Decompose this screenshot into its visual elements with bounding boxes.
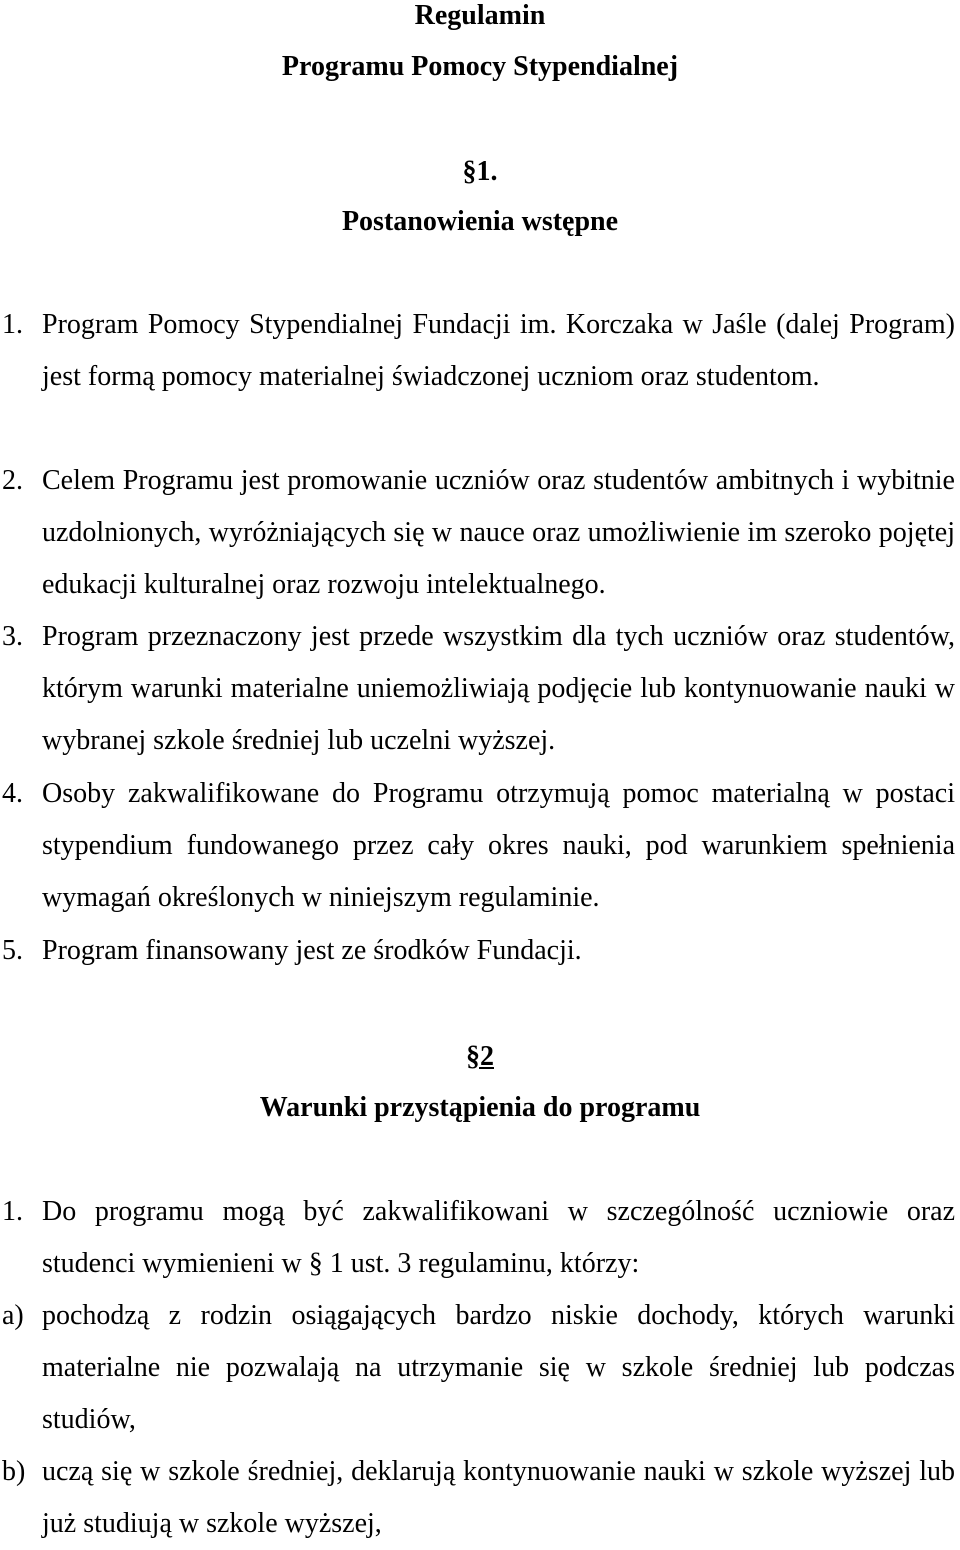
item-letter: a) bbox=[2, 1300, 24, 1331]
item-text: Program Pomocy Stypendialnej Fundacji im. Korczaka w Jaśle (dalej Program) jest formą pomocy materialnej świadczonej uczniom oraz studentom. bbox=[42, 309, 955, 392]
document-title: Regulamin bbox=[414, 0, 546, 31]
section-1-item-2 bbox=[0, 455, 960, 611]
item-text: Osoby zakwalifikowane do Programu otrzymują pomoc materialną w postaci stypendium fundowanego przez cały okres nauki, pod warunkiem spełnienia wymagań określonych w niniejszym regulaminie. bbox=[42, 778, 955, 913]
section-2-heading: Warunki przystąpienia do programu bbox=[259, 1092, 701, 1123]
section-1-item-3 bbox=[0, 611, 960, 767]
section-1-item-4 bbox=[0, 768, 960, 924]
section-2-item-1 bbox=[0, 1186, 960, 1290]
section-1-item-5 bbox=[0, 925, 960, 977]
item-number: 3. bbox=[2, 621, 23, 652]
item-number: 4. bbox=[2, 778, 23, 809]
item-number: 1. bbox=[2, 1196, 23, 1227]
item-text: pochodzą z rodzin osiągających bardzo niskie dochody, których warunki materialne nie pozwalają na utrzymanie się w szkole średniej lub podczas studiów, bbox=[42, 1300, 955, 1435]
item-text: Celem Programu jest promowanie uczniów oraz studentów ambitnych i wybitnie uzdolnionych, wyróżniających się w nauce oraz umożliwienie im szeroko pojętej edukacji kulturalnej oraz rozwoju intelektualnego. bbox=[42, 465, 955, 600]
document-subtitle: Programu Pomocy Stypendialnej bbox=[281, 51, 679, 82]
section-2-item-b bbox=[0, 1446, 960, 1550]
item-text: Program finansowany jest ze środków Fundacji. bbox=[42, 935, 582, 966]
item-text: uczą się w szkole średniej, deklarują kontynuowanie nauki w szkole wyższej lub już studiują w szkole wyższej, bbox=[42, 1456, 955, 1539]
section-2-number-text: §2 bbox=[466, 1041, 494, 1072]
section-1-item-1 bbox=[0, 299, 960, 403]
item-letter: b) bbox=[2, 1456, 26, 1487]
section-1-number: §1. bbox=[462, 156, 498, 187]
section-2-item-a bbox=[0, 1290, 960, 1446]
item-text: Do programu mogą być zakwalifikowani w szczególność uczniowie oraz studenci wymienieni w § 1 ust. 3 regulaminu, którzy: bbox=[42, 1196, 955, 1279]
item-text: Program przeznaczony jest przede wszystkim dla tych uczniów oraz studentów, którym warunki materialne uniemożliwiają podjęcie lub kontynuowanie nauki w wybranej szkole średniej lub uczelni wyższej. bbox=[42, 621, 955, 756]
section-1-heading: Postanowienia wstępne bbox=[341, 206, 619, 237]
item-number: 1. bbox=[2, 309, 23, 340]
item-number: 5. bbox=[2, 935, 23, 966]
item-number: 2. bbox=[2, 465, 23, 496]
section-2-number bbox=[0, 1041, 960, 1073]
